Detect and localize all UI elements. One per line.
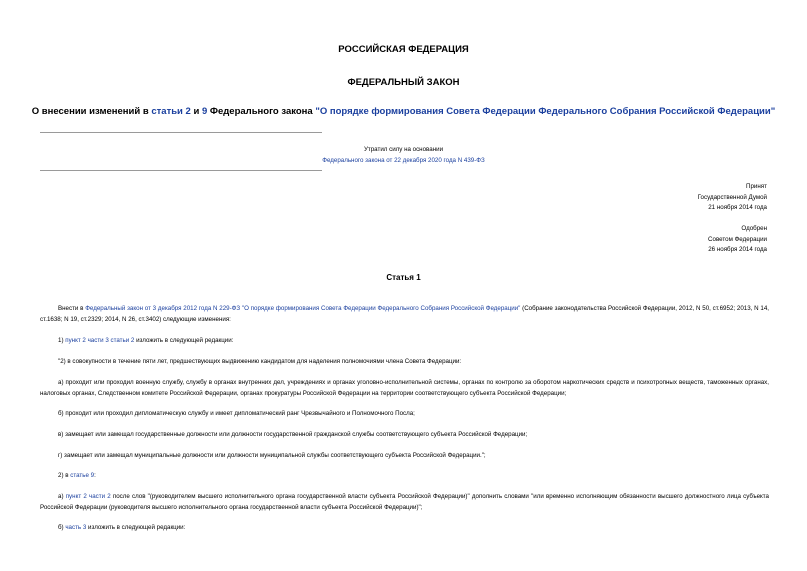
p7-text-2: :	[94, 472, 96, 479]
p8-text-2: после слов "(руководителем высшего исполнительного органа государственной власти субъекта Российской Федерации)" дополнить словами "или временно исполняющим обязанности высшего должностного лица субъекта Российской Федерации (руководителя высшего исполнительного органа государственной власти субъекта Российской Федерации)";	[40, 493, 770, 511]
p1-text-1: 1)	[58, 337, 66, 344]
article-heading: Статья 1	[386, 273, 421, 282]
paragraph-4: б) проходит или проходил дипломатическую службу и имеет дипломатический ранг Чрезвычайного и Полномочного Посла;	[58, 410, 415, 417]
p1-text-2: изложить в следующей редакции:	[134, 337, 234, 344]
paragraph-6: г) замещает или замещал муниципальные должности или должности муниципальной службы соответствующего субъекта Российской Федерации.";	[58, 452, 486, 459]
status-line-1: Утратил силу на основании	[363, 146, 444, 153]
title-link-article-2[interactable]: статьи 2	[151, 106, 191, 117]
p9-link[interactable]: часть 3	[65, 524, 87, 531]
country-heading: РОССИЙСКАЯ ФЕДЕРАЦИЯ	[338, 44, 469, 55]
paragraph-1	[40, 336, 769, 347]
approved-label: Одобрен	[741, 225, 767, 232]
title-link-federal-law[interactable]: "О порядке формирования Совета Федерации Федерального Собрания Российской Федерации"	[315, 106, 776, 117]
p7-text-1: 2) в	[58, 472, 71, 479]
p9-text-2: изложить в следующей редакции:	[86, 524, 186, 531]
accepted-block	[698, 182, 767, 214]
p7-link[interactable]: статье 9	[70, 472, 95, 479]
title-prefix: О внесении изменений в	[31, 106, 152, 117]
paragraph-5: в) замещает или замещал государственные должности или должности государственной гражданской службы соответствующего субъекта Российской Федерации;	[58, 431, 528, 438]
approved-block	[708, 224, 767, 256]
title-link-article-9[interactable]: 9	[201, 106, 208, 117]
divider-bottom	[40, 170, 322, 171]
approved-body: Советом Федерации	[708, 235, 767, 243]
accepted-body: Государственной Думой	[697, 193, 767, 201]
title-mid-1: и	[190, 106, 202, 117]
intro-text-1: Внести в	[58, 305, 86, 312]
intro-text-2: (Собрание законодательства Российской Федерации, 2012, N 50, ст.6952; 2013, N 14, ст.1638; N 19, ст.2329; 2014, N 26, ст.3402) следующие изменения:	[40, 305, 769, 323]
p9-text-1: б)	[58, 524, 66, 531]
paragraph-9	[40, 523, 769, 534]
divider-top	[40, 132, 322, 133]
paragraph-7	[40, 471, 769, 482]
approved-date: 26 ноября 2014 года	[708, 246, 767, 253]
intro-link[interactable]: Федеральный закон от 3 декабря 2012 года N 229-ФЗ "О порядке формирования Совета Федерации Федерального Собрания Российской Федерации"	[85, 305, 521, 312]
title-mid-2: Федерального закона	[207, 106, 316, 117]
p1-link[interactable]: пункт 2 части 3 статьи 2	[65, 337, 135, 344]
accepted-label: Принят	[746, 183, 767, 190]
p8-text-1: а)	[58, 493, 66, 500]
paragraph-2: "2) в совокупности в течение пяти лет, предшествующих выдвижению кандидатом для наделения полномочиями члена Совета Федерации:	[58, 358, 462, 365]
status-link[interactable]: Федерального закона от 22 декабря 2020 года N 439-ФЗ	[322, 157, 485, 164]
accepted-date: 21 ноября 2014 года	[708, 204, 767, 211]
article-intro	[40, 304, 769, 325]
law-type-heading: ФЕДЕРАЛЬНЫЙ ЗАКОН	[347, 77, 460, 88]
paragraph-3: а) проходит или проходил военную службу, службу в органах внутренних дел, учреждениях и органах уголовно-исполнительной системы, органах по контролю за оборотом наркотических средств и психотропных веществ, таможенных органах, налоговых органах, Следственном комитете Российской Федерации, органах прокуратуры Российской Федерации на территории соответствующего субъекта Российской Федерации;	[40, 379, 769, 397]
p8-link[interactable]: пункт 2 части 2	[65, 493, 111, 500]
law-title	[0, 106, 807, 117]
paragraph-8	[40, 492, 769, 513]
